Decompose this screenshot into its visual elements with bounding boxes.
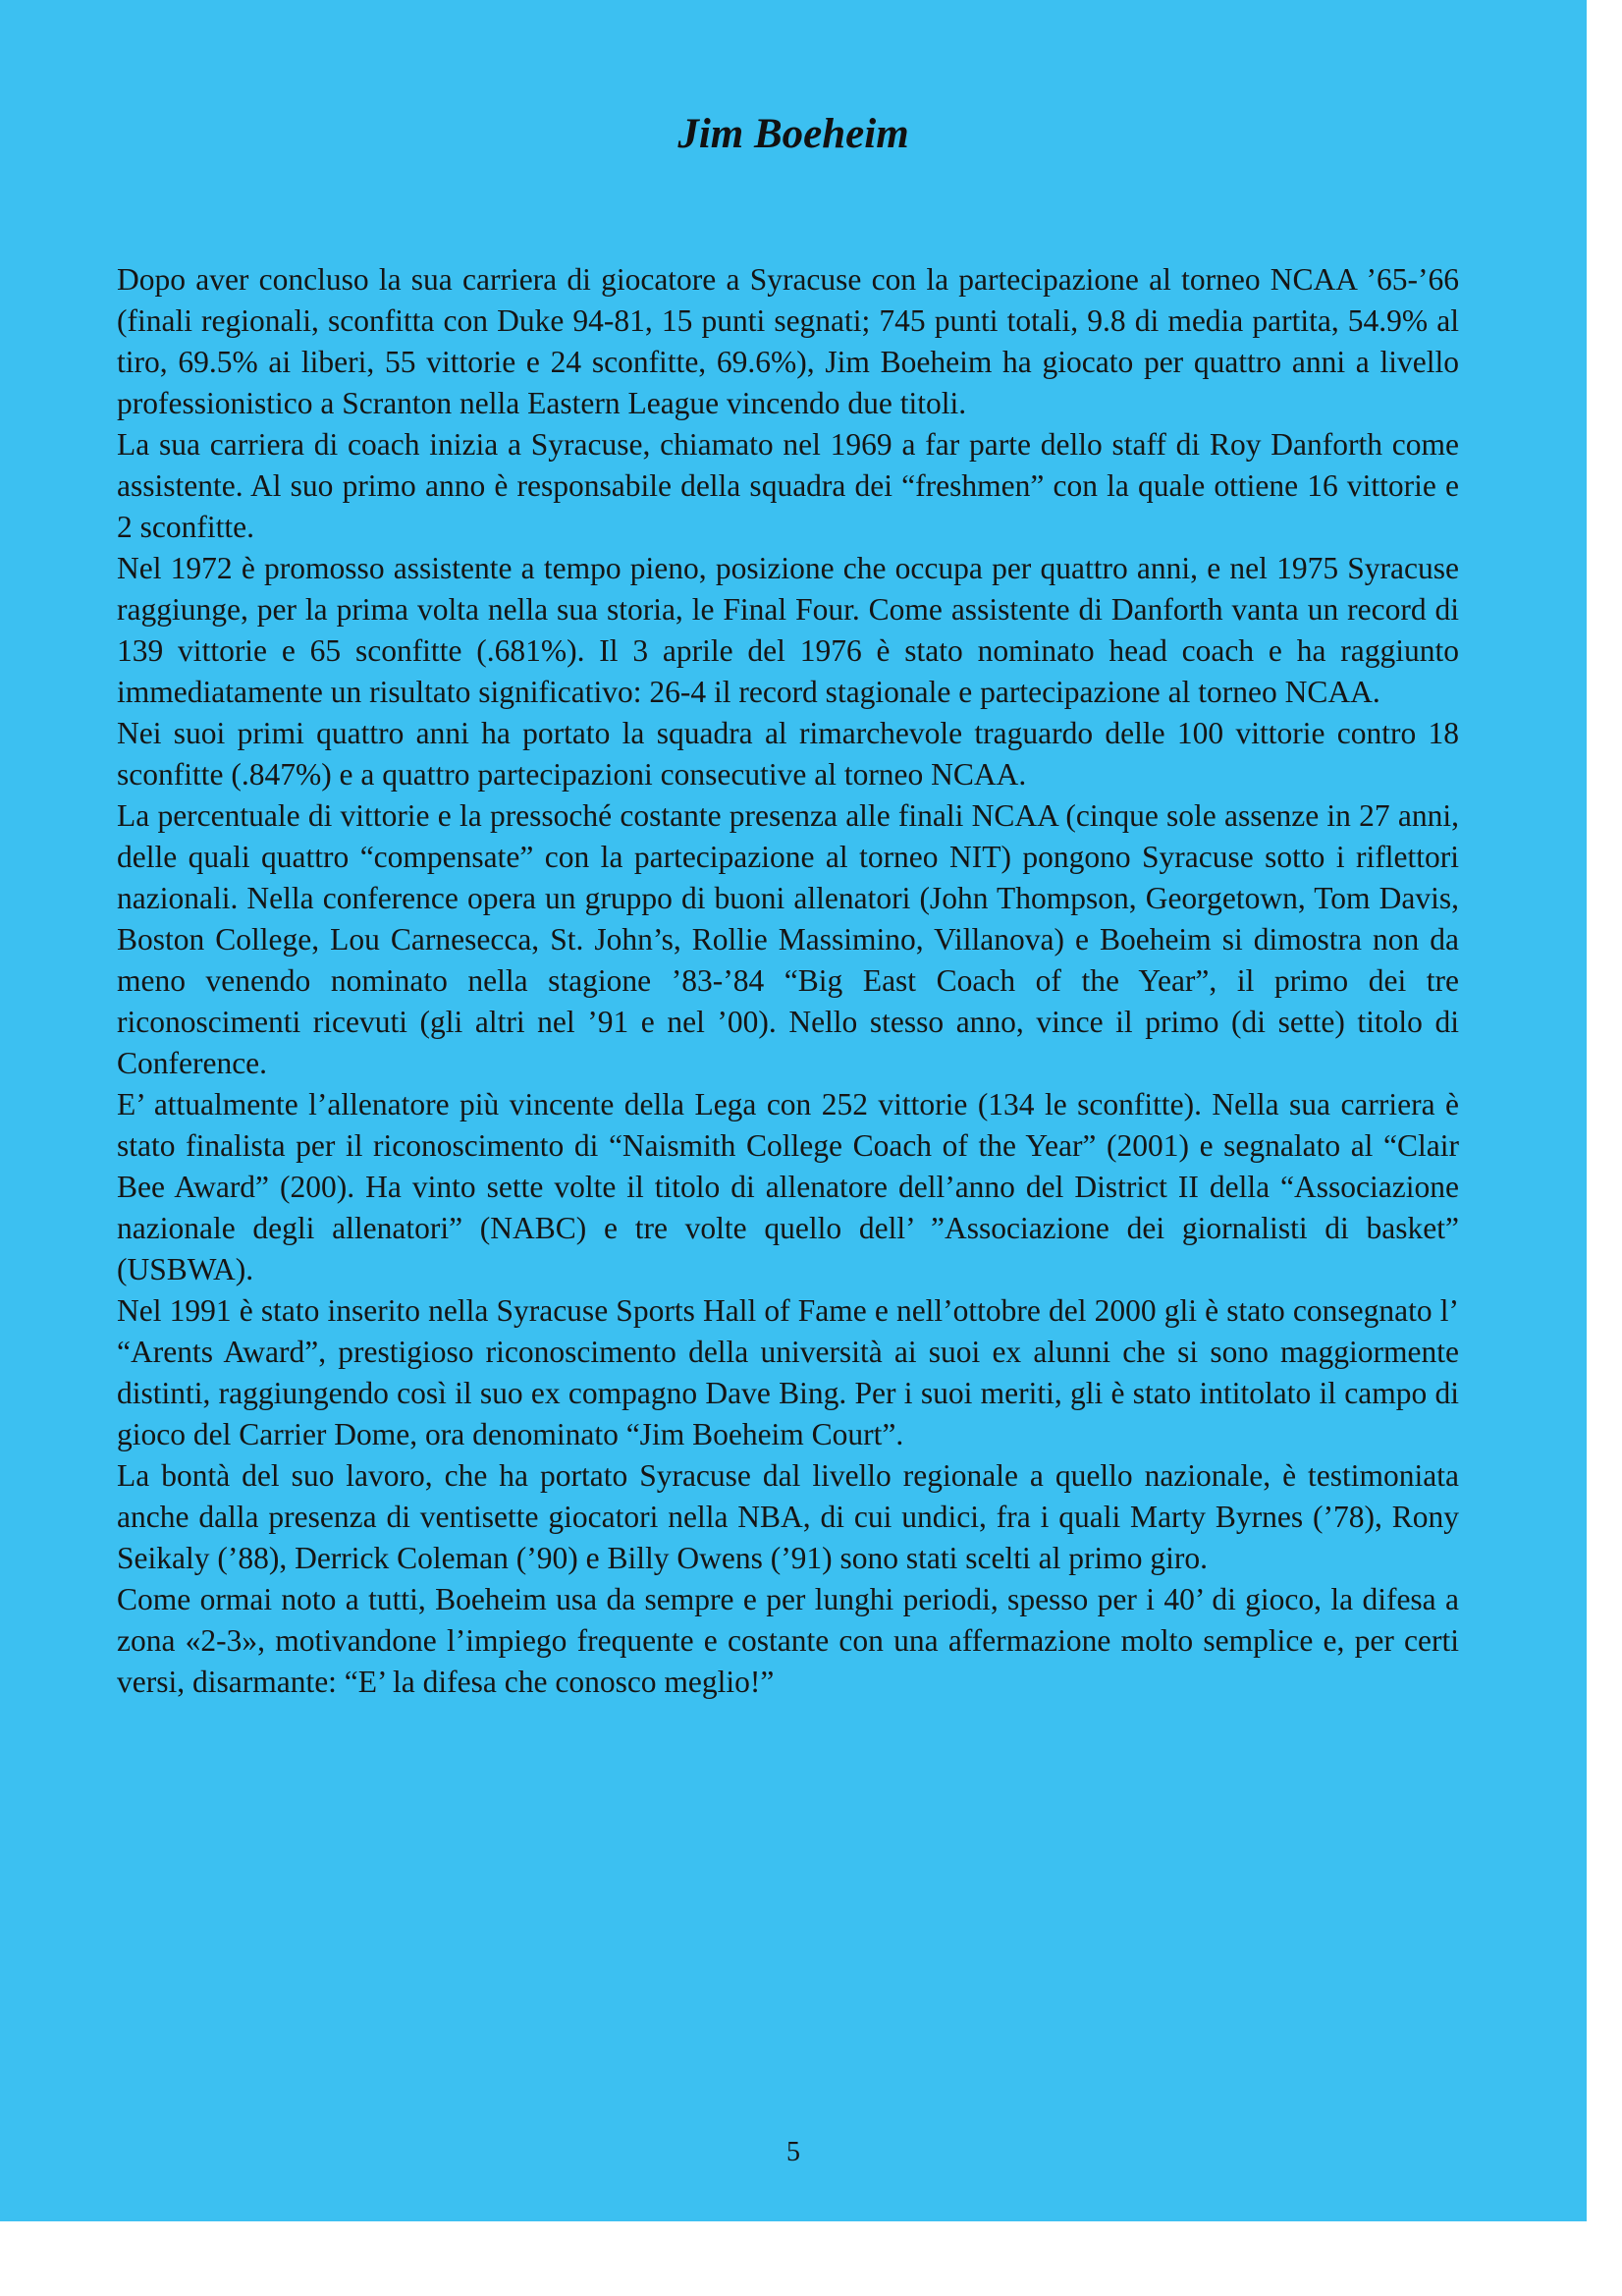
page-title: Jim Boeheim [677, 111, 909, 157]
paragraph-8: La bontà del suo lavoro, che ha portato Syracuse dal livello regionale a quello nazionale, è testimoniata anche dalla presenza di ventisette giocatori nella NBA, di cui undici, fra i quali Marty Byrnes (’78), Rony Seikaly (’88), Derrick Coleman (’90) e Billy Owens (’91) sono stati scelti al primo giro. [117, 1458, 1459, 1575]
paragraph-5: La percentuale di vittorie e la pressoché costante presenza alle finali NCAA (cinque sole assenze in 27 anni, delle quali quattro “compensate” con la partecipazione al torneo NIT) pongono Syracuse sotto i riflettori nazionali. Nella conference opera un gruppo di buoni allenatori (John Thompson, Georgetown, Tom Davis, Boston College, Lou Carnesecca, St. John’s, Rollie Massimino, Villanova) e Boeheim si dimostra non da meno venendo nominato nella stagione ’83-’84 “Big East Coach of the Year”, il primo dei tre riconoscimenti ricevuti (gli altri nel ’91 e nel ’00). Nello stesso anno, vince il primo (di sette) titolo di Conference. [117, 798, 1459, 1080]
page-number: 5 [786, 2137, 800, 2167]
paragraph-2: La sua carriera di coach inizia a Syracuse, chiamato nel 1969 a far parte dello staff di Roy Danforth come assistente. Al suo primo anno è responsabile della squadra dei “freshmen” con la quale ottiene 16 vittorie e 2 sconfitte. [117, 427, 1459, 544]
paragraph-7: Nel 1991 è stato inserito nella Syracuse Sports Hall of Fame e nell’ottobre del 2000 gli è stato consegnato l’ “Arents Award”, prestigioso riconoscimento della università ai suoi ex alunni che si sono maggiormente distinti, raggiungendo così il suo ex compagno Dave Bing. Per i suoi meriti, gli è stato intitolato il campo di gioco del Carrier Dome, ora denominato “Jim Boeheim Court”. [117, 1293, 1459, 1451]
paragraph-3: Nel 1972 è promosso assistente a tempo pieno, posizione che occupa per quattro anni, e nel 1975 Syracuse raggiunge, per la prima volta nella sua storia, le Final Four. Come assistente di Danforth vanta un record di 139 vittorie e 65 sconfitte (.681%). Il 3 aprile del 1976 è stato nominato head coach e ha raggiunto immediatamente un risultato significativo: 26-4 il record stagionale e partecipazione al torneo NCAA. [117, 551, 1459, 709]
paragraph-9: Come ormai noto a tutti, Boeheim usa da sempre e per lunghi periodi, spesso per i 40’ di gioco, la difesa a zona «2-3», motivandone l’impiego frequente e costante con una affermazione molto semplice e, per certi versi, disarmante: “E’ la difesa che conosco meglio!” [117, 1582, 1459, 1699]
paragraph-1: Dopo aver concluso la sua carriera di giocatore a Syracuse con la partecipazione al torneo NCAA ’65-’66 (finali regionali, sconfitta con Duke 94-81, 15 punti segnati; 745 punti totali, 9.8 di media partita, 54.9% al tiro, 69.5% ai liberi, 55 vittorie e 24 sconfitte, 69.6%), Jim Boeheim ha giocato per quattro anni a livello professionistico a Scranton nella Eastern League vincendo due titoli. [117, 262, 1459, 420]
article-body [117, 259, 1459, 1703]
paragraph-4: Nei suoi primi quattro anni ha portato la squadra al rimarchevole traguardo delle 100 vittorie contro 18 sconfitte (.847%) e a quattro partecipazioni consecutive al torneo NCAA. [117, 716, 1459, 792]
paragraph-6: E’ attualmente l’allenatore più vincente della Lega con 252 vittorie (134 le sconfitte). Nella sua carriera è stato finalista per il riconoscimento di “Naismith College Coach of the Year” (2001) e segnalato al “Clair Bee Award” (200). Ha vinto sette volte il titolo di allenatore dell’anno del District II della “Associazione nazionale degli allenatori” (NABC) e tre volte quello dell’ ”Associazione dei giornalisti di basket” (USBWA). [117, 1087, 1459, 1286]
